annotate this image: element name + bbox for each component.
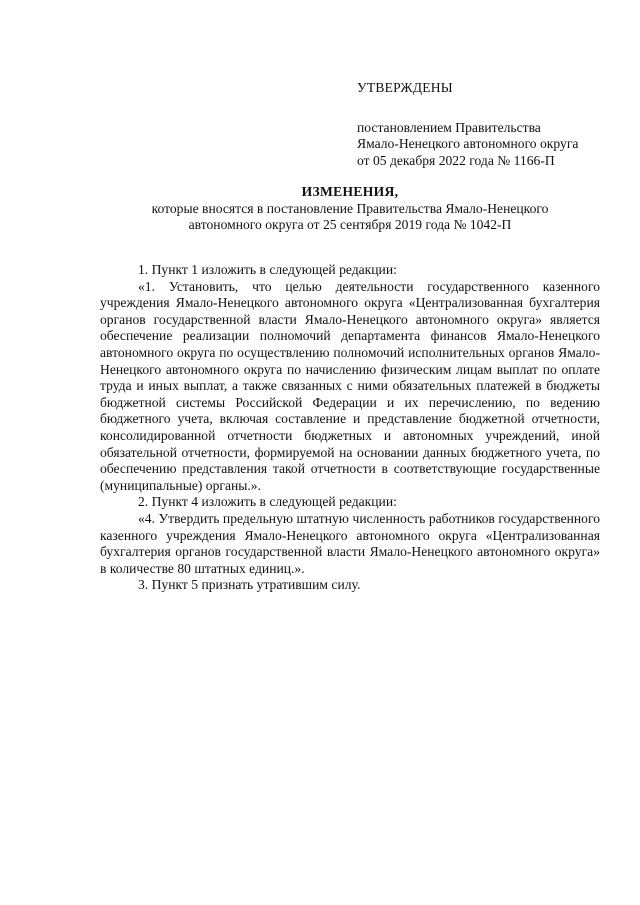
- approval-heading: УТВЕРЖДЕНЫ: [357, 80, 453, 95]
- approval-line: от 05 декабря 2022 года № 1166-П: [357, 152, 555, 168]
- approval-stamp: [357, 80, 627, 169]
- document-title-block: [100, 184, 600, 234]
- body-paragraph: 2. Пункт 4 изложить в следующей редакции:: [138, 494, 397, 510]
- approval-line: постановлением Правительства: [357, 119, 541, 135]
- document-title: ИЗМЕНЕНИЯ,: [301, 184, 399, 199]
- document-body: [100, 262, 600, 594]
- body-paragraph: «4. Утвердить предельную штатную численность работников государственного казенного учреждения Ямало-Ненецкого автономного округа «Централизованная бухгалтерия органов государственной власти Ямало-Ненецкого автономного округа» в количестве 80 штатных единиц.».: [100, 510, 600, 576]
- approval-line: Ямало-Ненецкого автономного округа: [357, 136, 579, 152]
- body-paragraph: «1. Установить, что целью деятельности государственного казенного учреждения Ямало-Ненецкого автономного округа «Централизованная бухгалтерия органов государственной власти Ямало-Ненецкого автономного округа» является обеспечение реализации полномочий департамента финансов Ямало-Ненецкого автономного округа по осуществлению полномочий исполнительных органов Ямало-Ненецкого автономного округа по начислению физическим лицам выплат по оплате труда и иных выплат, а также связанных с ними обязательных платежей в бюджеты бюджетной системы Российской Федерации и их перечислению, по ведению бюджетного учета, включая составление и представление бюджетной отчетности, консолидированной отчетности бюджетных и автономных учреждений, иной обязательной отчетности, формируемой на основании данных бюджетного учета, по обеспечению представления такой отчетности в соответствующие государственные (муниципальные) органы.».: [100, 278, 600, 493]
- body-paragraph: 1. Пункт 1 изложить в следующей редакции:: [138, 262, 397, 277]
- document-subtitle-line: которые вносятся в постановление Правительства Ямало-Ненецкого: [151, 200, 549, 216]
- body-paragraph: 3. Пункт 5 признать утратившим силу.: [138, 577, 361, 593]
- document-subtitle-line: автономного округа от 25 сентября 2019 года № 1042-П: [188, 217, 512, 233]
